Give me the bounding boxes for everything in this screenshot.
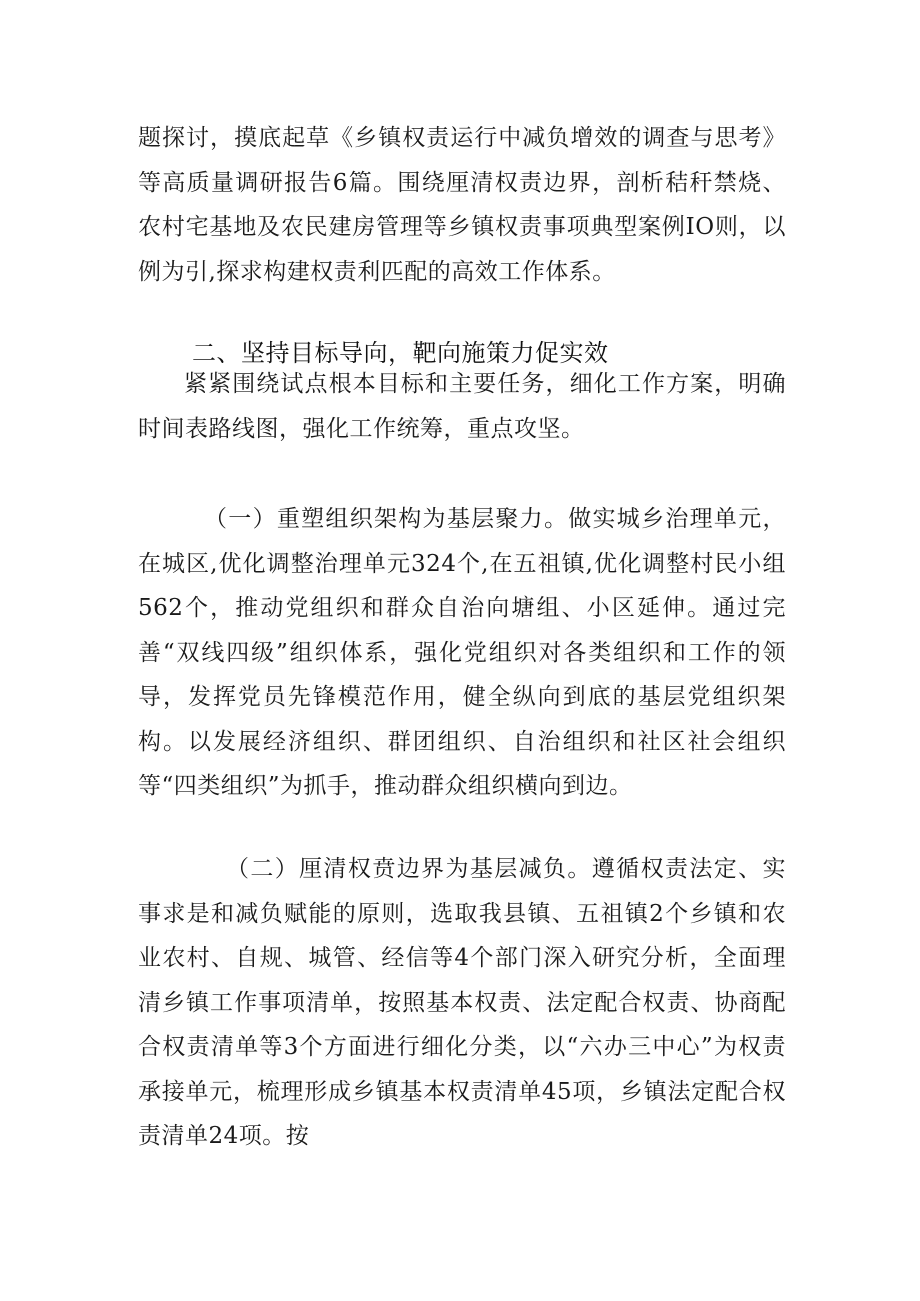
section-1-paragraph: （一）重塑组织架构为基层聚力。做实城乡治理单元，在城区,优化调整治理单元324个,在五祖镇,优化调整村民小组562个，推动党组织和群众自治向塘组、小区延伸。通过完善“双线四级”组织体系，强化党组织对各类组织和工作的领导，发挥党员先锋模范作用，健全纵向到底的基层党组织架构。以发展经济组织、群团组织、自治组织和社区社会组织等“四类组织”为抓手，推动群众组织横向到边。 bbox=[138, 506, 786, 799]
section-2-paragraph: （二）厘清权贲边界为基层减负。遵循权责法定、实事求是和减负赋能的原则，选取我县镇、五祖镇2个乡镇和农业农村、自规、城管、经信等4个部门深入研究分析，全面理清乡镇工作事项清单，按照基本权责、法定配合权责、协商配合权责清单等3个方面进行细化分类，以“六办三中心”为权责承接单元，梳理形成乡镇基本权责清单45项，乡镇法定配合权责清单24项。按 bbox=[138, 856, 786, 1149]
intro-paragraph: 题探讨，摸底起草《乡镇权责运行中减负增效的调查与思考》等高质量调研报告6篇。围绕厘清权责边界，剖析秸秆禁烧、农村宅基地及农民建房管理等乡镇权责事项典型案例IO则，以例为引,探求构建权责利匹配的高效工作体系。 bbox=[138, 125, 786, 285]
lead-paragraph: 紧紧围绕试点根本目标和主要任务，细化工作方案，明确时间表路线图，强化工作统筹，重点攻坚。 bbox=[138, 371, 786, 442]
section-two-heading: 二、坚持目标导向，靶向施策力促实效 bbox=[192, 339, 609, 367]
